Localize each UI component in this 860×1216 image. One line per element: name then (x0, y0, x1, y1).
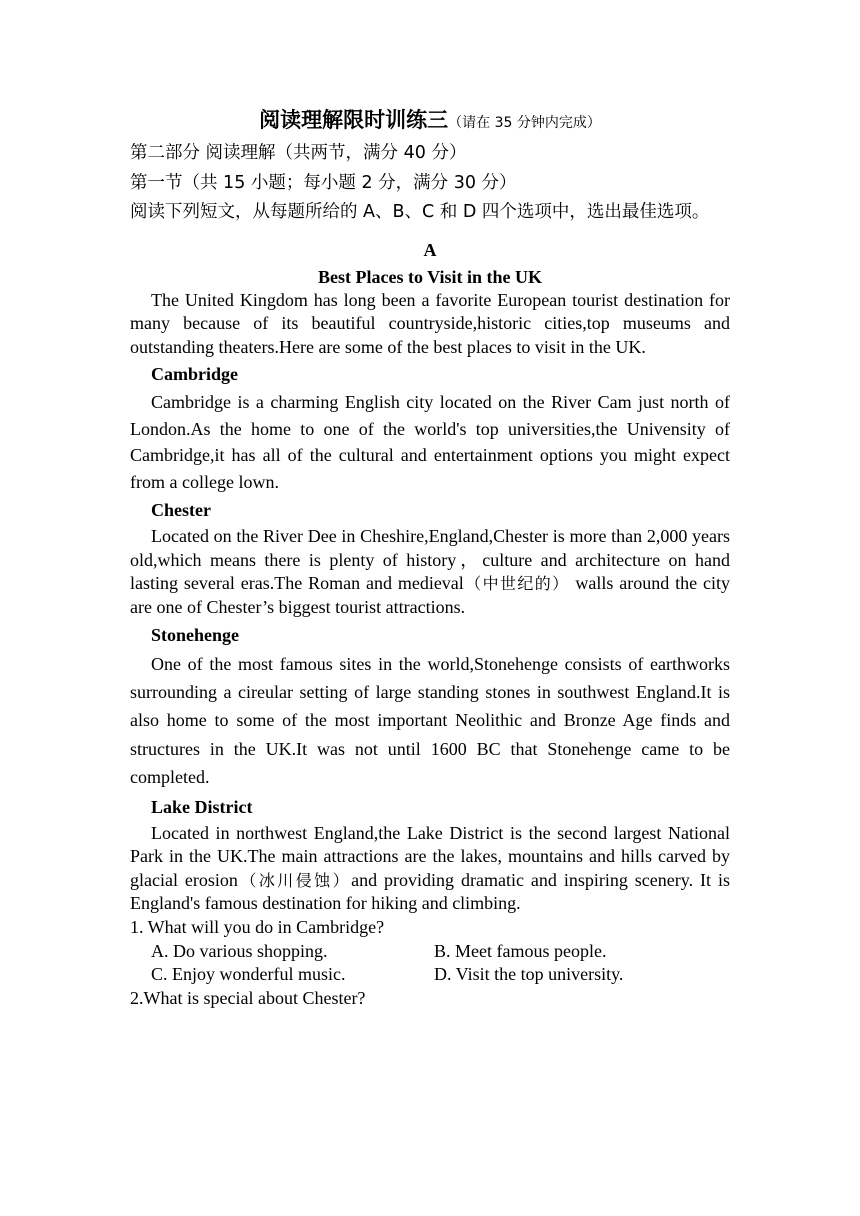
passage-intro: The United Kingdom has long been a favorite European tourist destination for many because of its beautiful countryside,historic cities,top museums and outstanding theaters.Here are some of the best places to visit in the UK. (130, 289, 730, 357)
chester-text-part1: Located on the River Dee in Cheshire,England,Chester is more than 2,000 years old,which means there is plenty of history，culture and architecture on hand lasting several eras.The Roman and medieval (130, 526, 730, 594)
option-b[interactable]: B. Meet famous people. (434, 940, 607, 961)
instructions: 阅读下列短文，从每题所给的 A、B、C 和 D 四个选项中，选出最佳选项。 (130, 202, 710, 222)
option-a[interactable]: A. Do various shopping. (151, 940, 328, 961)
question-1-options-row-1 (130, 940, 730, 964)
lake-text-part1: Located in northwest England,the Lake District is the second largest National Park in the UK.The main attractions are the lakes, mountains and hills carved by glacial erosion (130, 822, 730, 890)
section-heading-cambridge: Cambridge (151, 364, 238, 385)
chester-gloss: （中世纪的） (463, 574, 570, 594)
question-2: 2.What is special about Chester? (130, 987, 366, 1008)
chester-text-part2: walls around the city are one of Chester’s biggest tourist attractions. (130, 573, 730, 618)
page-title: 阅读理解限时训练三 (259, 108, 449, 132)
section-text-lake-district (130, 822, 730, 916)
question-1-options-row-2 (130, 963, 730, 987)
question-1: 1. What will you do in Cambridge? (130, 917, 385, 938)
option-d[interactable]: D. Visit the top university. (434, 964, 624, 985)
section-text-stonehenge: One of the most famous sites in the world,Stonehenge consists of earthworks surrounding a cireular setting of large standing stones in southwest England.It is also home to some of the most important Neolithic and Bronze Age finds and structures in the UK.It was not until 1600 BC that Stonehenge came to be completed. (130, 653, 730, 788)
lake-text-part2: and providing dramatic and inspiring scenery. It is England's famous destination for hiking and climbing. (130, 869, 730, 914)
section-text-chester (130, 525, 730, 619)
passage-title: Best Places to Visit in the UK (318, 266, 542, 287)
section-heading-chester: Chester (151, 500, 211, 521)
title-time-note: （请在 35 分钟内完成） (448, 115, 601, 131)
section-heading-lake-district: Lake District (151, 796, 253, 817)
option-c[interactable]: C. Enjoy wonderful music. (151, 964, 346, 985)
section-text-cambridge: Cambridge is a charming English city located on the River Cam just north of London.As the home to one of the world's top universities,the Univensity of Cambridge,it has all of the cultural and entertainment options you might expect from a college lown. (130, 392, 730, 492)
lake-gloss: （冰川侵蚀） (237, 870, 352, 890)
page-title-line (130, 104, 730, 139)
section-heading: 第一节（共 15 小题；每小题 2 分，满分 30 分） (130, 172, 517, 193)
passage-letter: A (423, 239, 437, 260)
part-heading: 第二部分 阅读理解（共两节，满分 40 分） (130, 143, 467, 163)
exam-page (130, 104, 730, 1010)
section-heading-stonehenge: Stonehenge (151, 624, 240, 645)
